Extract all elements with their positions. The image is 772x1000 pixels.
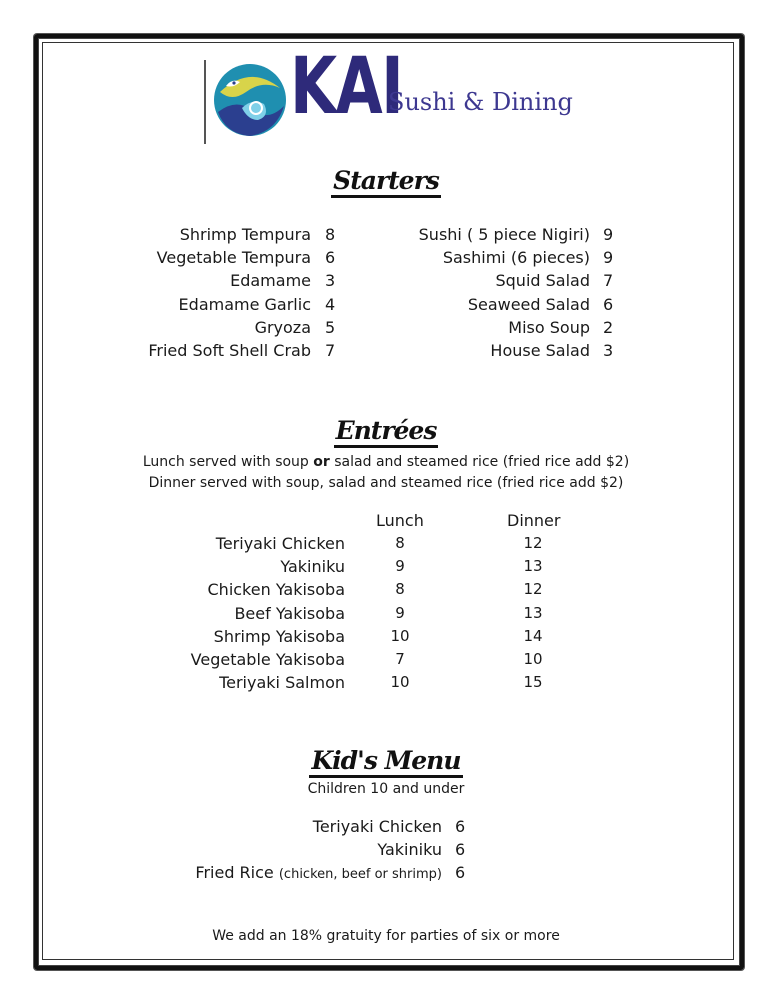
entree-lunch-price: 10 (390, 673, 410, 692)
starters-title-text: Starters (331, 166, 441, 198)
kids-item-label: Fried Rice (195, 863, 274, 883)
entree-dinner-price: 12 (523, 580, 543, 599)
starter-item-name: Edamame (230, 271, 311, 291)
starter-item-price: 7 (325, 341, 336, 360)
starter-item-name: Sashimi (6 pieces) (442, 248, 590, 268)
starter-item-price: 9 (603, 225, 614, 244)
kids-item-price: 6 (455, 863, 466, 883)
entree-dinner-price: 13 (523, 603, 543, 622)
starter-item-price: 5 (325, 317, 336, 337)
kids-item-label: Yakiniku (377, 840, 442, 860)
entree-dinner-price: 10 (523, 650, 543, 668)
entree-lunch-price: 9 (395, 557, 405, 576)
entree-item-name: Beef Yakisoba (234, 603, 345, 623)
starter-item-name: Fried Soft Shell Crab (148, 341, 311, 360)
entree-item-name: Vegetable Yakisoba (190, 650, 345, 669)
starter-item-name: Shrimp Tempura (179, 225, 311, 244)
starter-item-name: House Salad (490, 341, 590, 360)
entree-dinner-price: 12 (523, 534, 543, 552)
kids-item-name (195, 863, 442, 882)
kids-title (0, 746, 772, 775)
lunch-note-text-b: salad and steamed rice (fried rice add $2) (329, 454, 630, 470)
kids-item-price: 6 (455, 817, 466, 836)
kids-title-text: Kid's Menu (309, 746, 462, 778)
entrees-title-text: Entrées (334, 416, 439, 448)
starters-title (0, 166, 772, 195)
entree-lunch-price: 8 (395, 580, 405, 599)
lunch-note-or: or (313, 454, 330, 470)
kids-item-note: (chicken, beef or shrimp) (278, 867, 442, 883)
lunch-note-text-a: Lunch served with soup (142, 454, 314, 470)
starter-item-price: 8 (325, 225, 336, 244)
dinner-note: Dinner served with soup, salad and steamed rice (fried rice add $2) (148, 475, 624, 491)
logo-wordmark: KAI (290, 42, 403, 132)
entree-dinner-price: 14 (523, 626, 543, 645)
starter-item-price: 7 (603, 271, 614, 291)
lunch-note (0, 454, 772, 470)
starter-item-name: Sushi ( 5 piece Nigiri) (418, 225, 590, 244)
lunch-column-header: Lunch (376, 511, 424, 530)
kids-item-price: 6 (455, 840, 466, 860)
starter-item-price: 3 (603, 341, 614, 360)
starter-item-price: 9 (603, 248, 614, 268)
kids-item-name (313, 817, 442, 836)
starter-item-price: 3 (325, 271, 336, 291)
entree-dinner-price: 13 (523, 557, 543, 576)
starter-item-name: Gryoza (254, 317, 311, 337)
starter-item-name: Squid Salad (495, 271, 590, 291)
starter-item-name: Edamame Garlic (178, 294, 311, 314)
starter-item-price: 2 (603, 317, 614, 337)
entree-item-name: Chicken Yakisoba (207, 580, 345, 600)
kids-item-label: Teriyaki Chicken (312, 817, 442, 836)
dinner-column-header: Dinner (507, 511, 561, 530)
starter-item-name: Vegetable Tempura (156, 248, 311, 268)
entree-item-name: Teriyaki Chicken (215, 534, 345, 553)
entree-item-name: Shrimp Yakisoba (213, 626, 345, 646)
fish-wave-emblem-icon (212, 62, 288, 138)
kids-subtitle: Children 10 and under (307, 781, 465, 797)
entree-lunch-price: 9 (395, 603, 405, 622)
logo-divider (204, 60, 206, 144)
starter-item-name: Seaweed Salad (467, 294, 590, 314)
entrees-title (0, 416, 772, 445)
starter-item-price: 6 (325, 248, 336, 268)
entree-item-name: Teriyaki Salmon (219, 673, 345, 693)
entree-lunch-price: 10 (390, 626, 410, 645)
kids-item-name (377, 840, 442, 859)
entree-dinner-price: 15 (523, 673, 543, 692)
logo-tagline: Sushi & Dining (388, 88, 573, 116)
entree-lunch-price: 7 (395, 650, 405, 668)
entree-item-name: Yakiniku (280, 557, 345, 577)
starter-item-price: 4 (325, 294, 336, 314)
starter-item-price: 6 (603, 294, 614, 314)
gratuity-note: We add an 18% gratuity for parties of six or more (212, 928, 560, 944)
entree-lunch-price: 8 (395, 534, 405, 552)
starter-item-name: Miso Soup (508, 317, 590, 337)
